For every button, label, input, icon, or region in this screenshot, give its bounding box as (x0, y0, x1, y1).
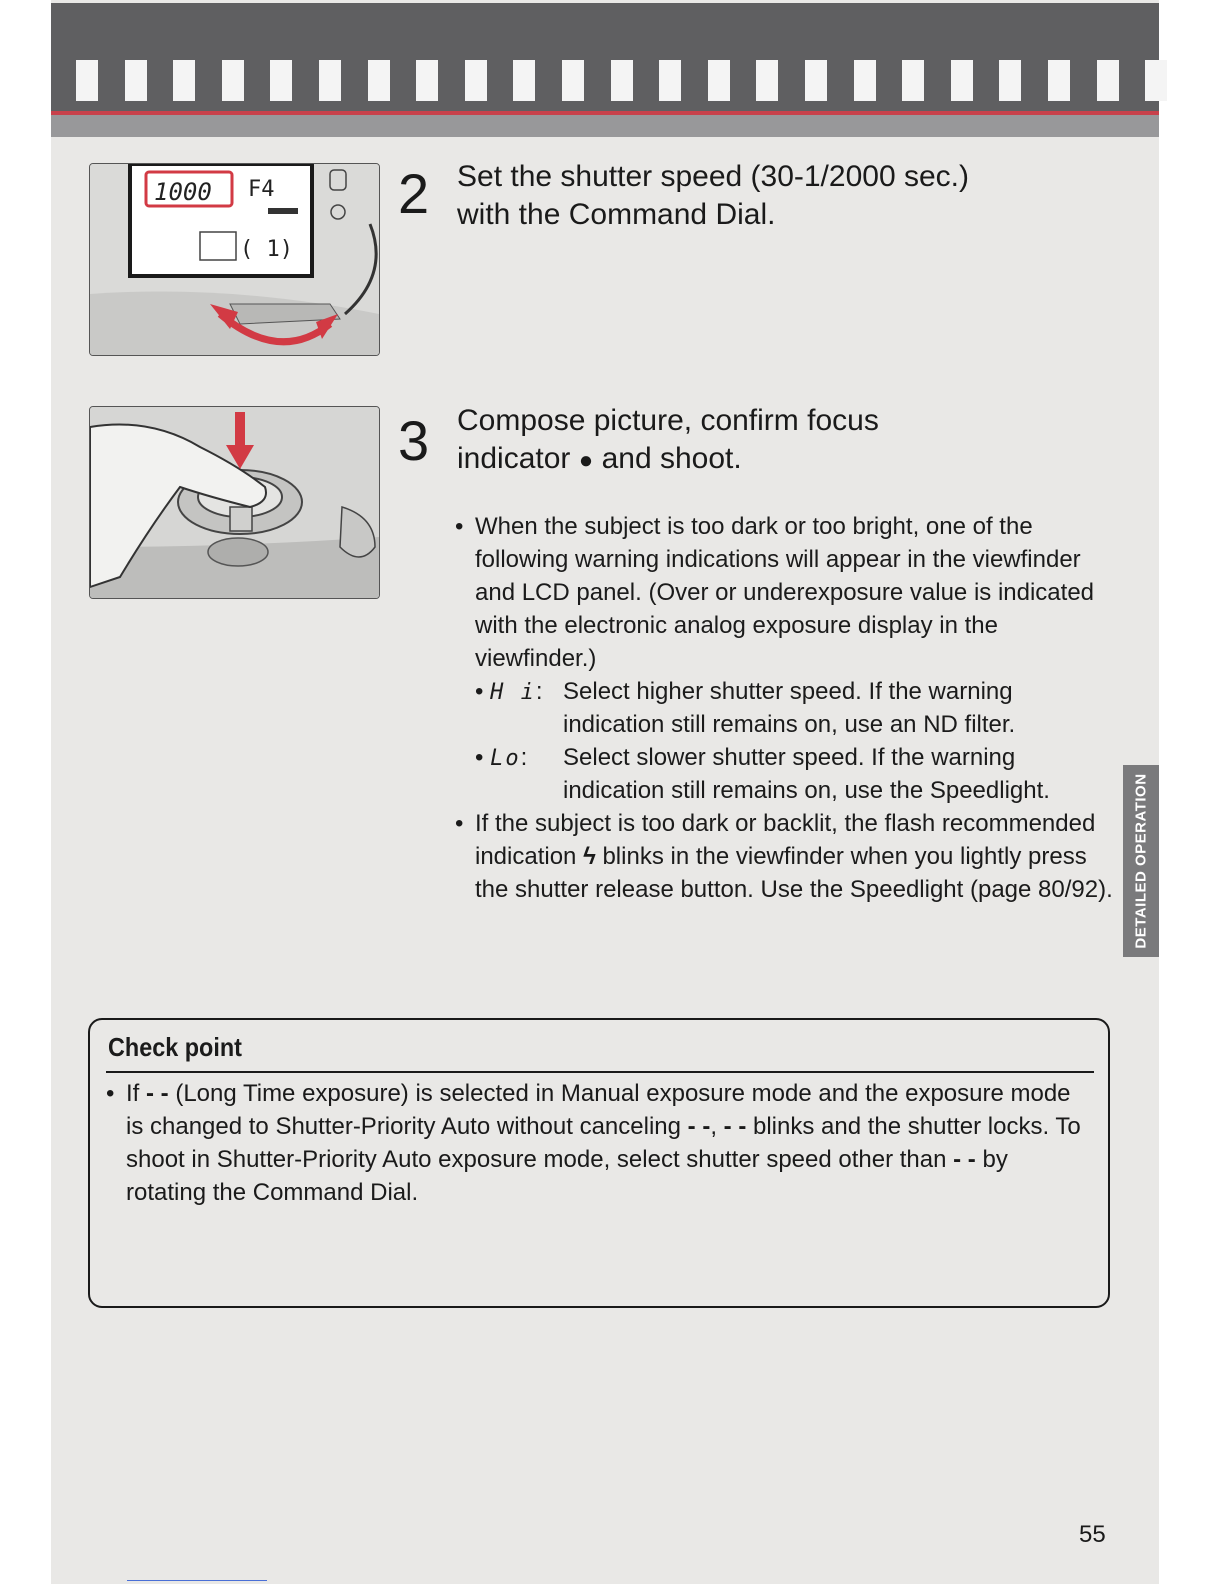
flash-icon: ϟ (583, 843, 596, 870)
film-hole (902, 60, 924, 101)
film-hole (951, 60, 973, 101)
aperture-readout: F4 (248, 177, 275, 202)
press-arrow-shaft (235, 412, 245, 448)
step-3-title (457, 402, 1147, 480)
step-3-title-text-a: indicator (457, 442, 571, 475)
film-hole (708, 60, 730, 101)
film-hole (222, 60, 244, 101)
film-hole (854, 60, 876, 101)
film-hole (270, 60, 292, 101)
check-text-4: blinks and the shutter locks. To shoot in Shutter-Priority Auto exposure mode, select shutter speed other than (126, 1113, 1081, 1173)
step-3-bullets (455, 510, 1115, 906)
shutter-release-illustration (89, 406, 380, 599)
check-text-5: by rotating the Command Dial. (126, 1146, 1008, 1206)
lo-indicator-text: Select slower shutter speed. If the warning indication still remains on, use the Speedlight. (563, 744, 1050, 804)
bullet-flash-text-b: blinks in the viewfinder when you lightly press the shutter release button. Use the Speedlight (page 80/92). (475, 843, 1113, 903)
bullet-dot-icon: • (106, 1080, 115, 1107)
film-hole (562, 60, 584, 101)
bullet-dot-icon: • (455, 513, 464, 540)
bullet-flash-text-a: If the subject is too dark or backlit, the flash recommended indication (475, 810, 1096, 870)
check-point-text (106, 1077, 1086, 1209)
hi-indicator-label: • H i: (475, 678, 543, 705)
lo-indicator-glyph: Lo (490, 746, 521, 771)
check-text-1: If (126, 1080, 140, 1107)
bullet-flash-recommended (455, 807, 1115, 906)
film-hole (125, 60, 147, 101)
step-3-title-line-1: Compose picture, confirm focus (457, 404, 879, 437)
bullet-warning-indications (455, 510, 1115, 675)
check-point-title: Check point (108, 1032, 242, 1062)
frame-counter-readout: ( 1) (240, 237, 293, 262)
check-point-box (88, 1018, 1110, 1308)
film-hole (1145, 60, 1167, 101)
section-side-tab (1123, 765, 1159, 957)
film-hole (173, 60, 195, 101)
check-point-bullet (106, 1077, 1086, 1209)
manual-page (51, 0, 1159, 1584)
film-hole (1048, 60, 1070, 101)
long-time-symbol: - - (723, 1113, 747, 1140)
header-grey-band (51, 115, 1159, 137)
long-time-symbol: - - (953, 1146, 976, 1173)
footer-link-underline[interactable] (127, 1580, 267, 1581)
side-tab-label: DETAILED OPERATION (1132, 773, 1150, 949)
hi-indicator-text: Select higher shutter speed. If the warning indication still remains on, use an ND filter. (563, 678, 1016, 738)
check-point-rule (106, 1071, 1094, 1073)
step-2-title-line-1: Set the shutter speed (30-1/2000 sec.) (457, 160, 969, 193)
lo-indicator-label: • Lo: (475, 744, 528, 771)
step-3-title-line-2 (457, 440, 1147, 480)
step-2-title (457, 158, 1147, 234)
shutter-illustration-svg (90, 407, 379, 598)
shutter-readout: 1000 (154, 178, 212, 206)
film-hole (465, 60, 487, 101)
focus-indicator-icon: ● (578, 447, 594, 474)
sub-bullet-lo (455, 741, 1115, 807)
step-2-number: 2 (398, 162, 430, 225)
long-time-symbol: - - (687, 1113, 711, 1140)
film-hole (611, 60, 633, 101)
film-hole (416, 60, 438, 101)
film-strip-header (51, 3, 1159, 111)
bullet-dot-icon: • (455, 810, 464, 837)
bullet-warning-text: When the subject is too dark or too bright, one of the following warning indications will appear in the viewfinder and LCD panel. (Over or underexposure value is indicated with the electronic analog exposure display in the viewfinder.) (475, 513, 1095, 672)
step-3-title-text-b: and shoot. (601, 442, 742, 475)
sub-bullet-hi (455, 675, 1115, 741)
lcd-command-dial-illustration (89, 163, 380, 356)
page-number: 55 (1079, 1521, 1106, 1548)
step-2-title-line-2: with the Command Dial. (457, 198, 776, 231)
check-text-2: (Long Time exposure) is selected in Manual exposure mode and the exposure mode is changed to Shutter-Priority Auto without canceling (126, 1080, 1071, 1140)
film-sprocket-holes (51, 60, 1159, 101)
long-time-symbol: - - (146, 1080, 169, 1107)
film-hole (1097, 60, 1119, 101)
film-hole (659, 60, 681, 101)
lcd-illustration-svg (90, 164, 379, 355)
film-hole (319, 60, 341, 101)
film-hole (756, 60, 778, 101)
film-hole (805, 60, 827, 101)
step-3-number: 3 (398, 409, 430, 472)
film-hole (999, 60, 1021, 101)
film-hole (368, 60, 390, 101)
check-text-3: , (710, 1113, 717, 1140)
film-hole (76, 60, 98, 101)
film-hole (513, 60, 535, 101)
hi-indicator-glyph: H i (490, 680, 536, 705)
